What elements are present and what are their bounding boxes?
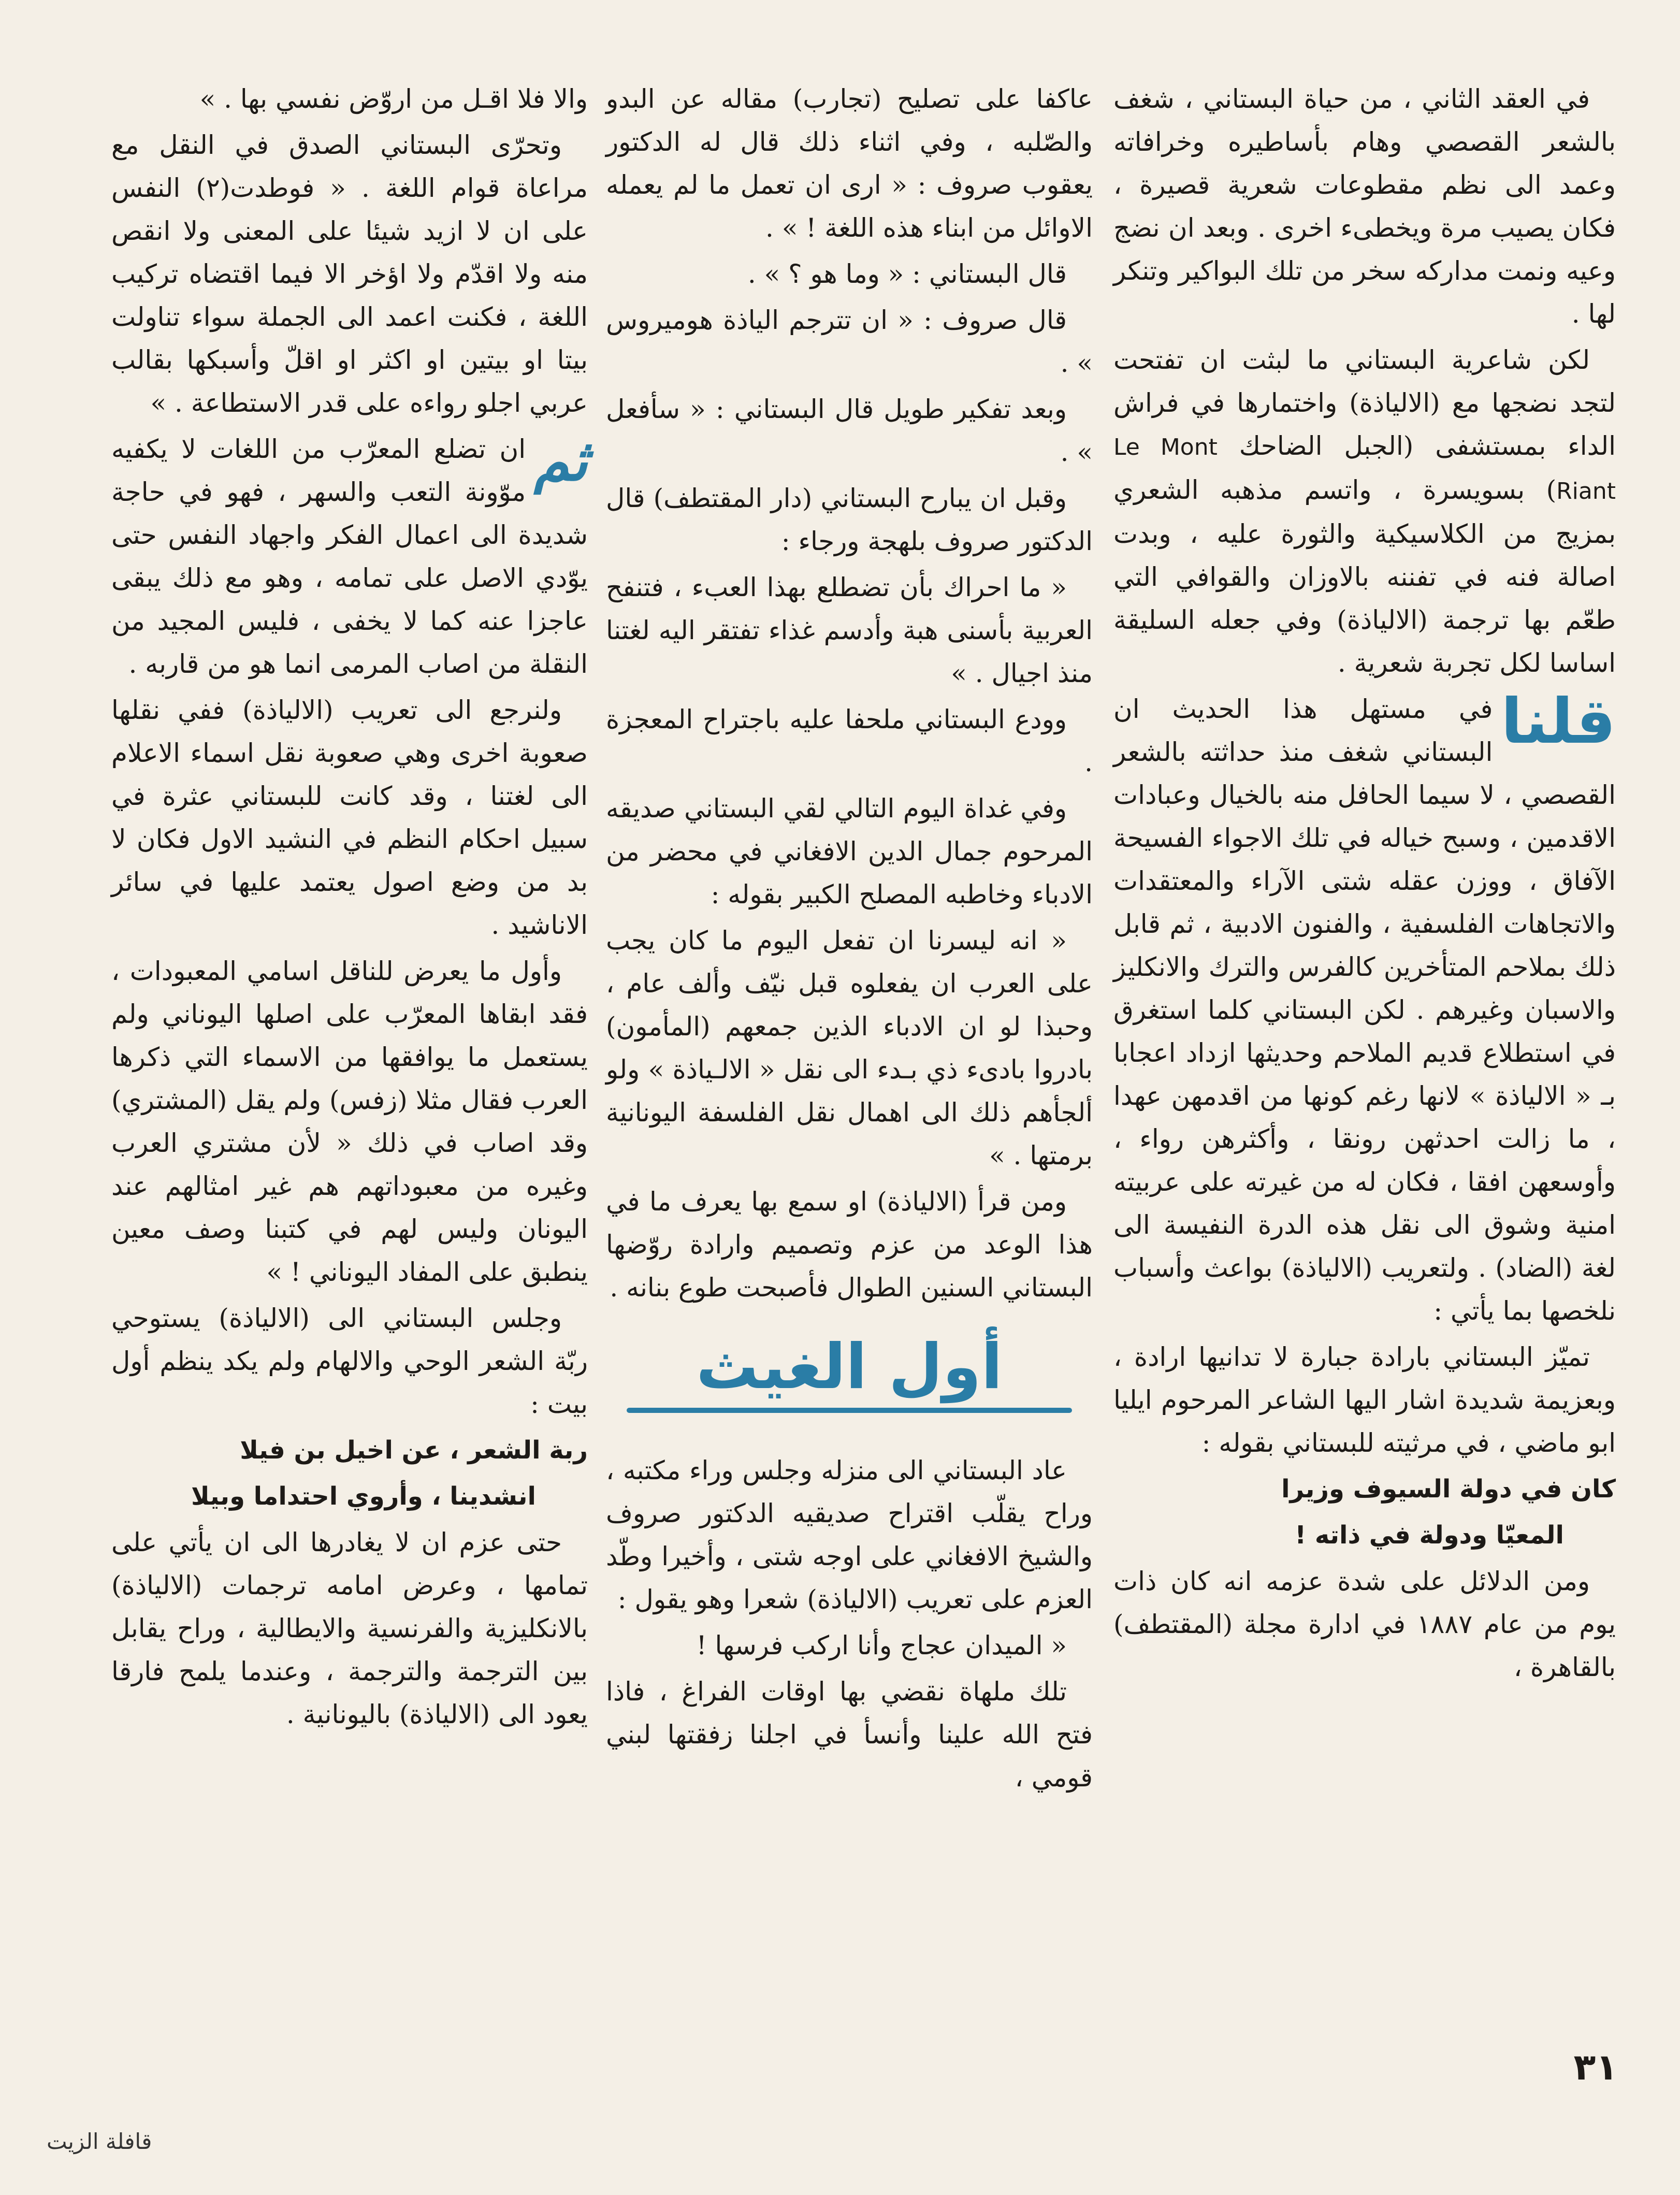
verse-line: المعيّا ودولة في ذاته ! [1295, 1521, 1564, 1550]
paragraph-with-dropcap [111, 428, 588, 686]
latin-place-name: Le Mont Riant [1113, 434, 1616, 504]
verse-line: كان في دولة السيوف وزيرا [1281, 1475, 1616, 1504]
paragraph: وتحرّى البستاني الصدق في النقل مع مراعاة قوام اللغة . « فوطدت(٢) النفس على ان لا ازيد شيئا على المعنى ولا انقص منه ولا اقدّم ولا اؤخر الا فيما اقتضاه تركيب اللغة ، فكنت اعمد الى الجملة سواء تناولت بيتا او بيتين او اكثر او اقلّ وأسبكها بقالب عربي اجلو رواءه على قدر الاستطاعة . » [111, 130, 588, 418]
verse-line: ربة الشعر ، عن اخيل بن فيلا [240, 1436, 588, 1465]
paragraph: حتى عزم ان لا يغادرها الى ان يأتي على تمامها ، وعرض امامه ترجمات (الالياذة) بالانكليزية والفرنسية والايطالية ، وراح يقابل بين الترجمة والترجمة ، وعندما يلمح فارقا يعود الى (الالياذة) باليونانية . [111, 1527, 588, 1729]
paragraph: « ما احراك بأن تضطلع بهذا العبء ، فتنفح العربية بأسنى هبة وأدسم غذاء تفتقر اليه لغتنا منذ اجيال . » [606, 572, 1093, 688]
text-column-left [111, 78, 588, 1739]
page-number: ٣١ [1573, 2046, 1618, 2088]
text-run: في مستهل هذا الحديث ان البستاني شغف منذ حداثته بالشعر القصصي ، لا سيما الحافل منه بالخيال وعبادات الاقدمين ، وسبح خياله في تلك الاجواء الفسيحة الآفاق ، ووزن عقله شتى الآراء والمعتقدات والاتجاهات الفلسفية ، والفنون الادبية ، ثم قابل ذلك بملاحم المتأخرين كالفرس والترك والانكليز والاسبان وغيرهم . لكن البستاني كلما استغرق في استطلاع قديم الملاحم وحديثها ازداد اعجابا بـ « الالياذة » لانها رغم كونها من اقدمهن عهدا ، ما زالت احدثهن رونقا ، وأكثرهن رواء ، وأوسعهن افقا ، فكان له من غيرته على عربيته امنية وشوق الى نقل هذه الدرة النفيسة الى لغة (الضاد) . ولتعريب (الالياذة) بواعث وأسباب نلخصها بما يأتي : [1113, 694, 1616, 1326]
dropcap-word: قلنا [1501, 686, 1616, 758]
paragraph: عاكفا على تصليح (تجارب) مقاله عن البدو والصّلبه ، وفي اثناء ذلك قال له الدكتور يعقوب صروف : « ارى ان تعمل ما لم يعمله الاوائل من ابناء هذه اللغة ! » . [606, 84, 1093, 243]
paragraph: قال البستاني : « وما هو ؟ » . [747, 259, 1067, 289]
paragraph: تلك ملهاة نقضي بها اوقات الفراغ ، فاذا فتح الله علينا وأنسأ في اجلنا زفقتها لبني قومي ، [606, 1677, 1093, 1793]
paragraph: وفي غداة اليوم التالي لقي البستاني صديقه المرحوم جمال الدين الافغاني في محضر من الادباء وخاطبه المصلح الكبير بقوله : [606, 793, 1093, 909]
text-run: ) بسويسرة ، واتسم مذهبه الشعري بمزيج من الكلاسيكية والثورة عليه ، وبدت اصالة فنه في تفننه بالاوزان والقوافي التي طعّم بها ترجمة (الالياذة) وفي جعله السليقة اساسا لكل تجربة شعرية . [1113, 475, 1616, 678]
paragraph: « الميدان عجاج وأنا اركب فرسها ! [696, 1630, 1067, 1660]
paragraph: ومن قرأ (الالياذة) او سمع بها يعرف ما في هذا الوعد من عزم وتصميم وارادة روّضها البستاني السنين الطوال فأصبحت طوع بنانه . [606, 1187, 1093, 1303]
paragraph: تميّز البستاني بارادة جبارة لا تدانيها ارادة ، وبعزيمة شديدة اشار اليها الشاعر المرحوم ايليا ابو ماضي ، في مرثيته للبستاني بقوله : [1113, 1342, 1616, 1458]
paragraph: « انه ليسرنا ان تفعل اليوم ما كان يجب على العرب ان يفعلوه قبل نيّف وألف عام ، وحبذا لو ان الادباء الذين جمعهم (المأمون) بادروا بادىء ذي بـدء الى نقل « الالـياذة » ولو ألجأهم ذلك الى اهمال نقل الفلسفة اليونانية برمتها . » [606, 926, 1093, 1171]
text-column-middle [606, 78, 1093, 1802]
paragraph-with-dropcap [1113, 688, 1616, 1333]
paragraph: قال صروف : « ان تترجم الياذة هوميروس » . [606, 305, 1093, 378]
heading-swash-line [627, 1408, 1072, 1413]
paragraph: ومن الدلائل على شدة عزمه انه كان ذات يوم من عام ١٨٨٧ في ادارة مجلة (المقتطف) بالقاهرة ، [1113, 1566, 1616, 1682]
paragraph: وقبل ان يبارح البستاني (دار المقتطف) قال الدكتور صروف بلهجة ورجاء : [606, 483, 1093, 556]
text-run: ان تضلع المعرّب من اللغات لا يكفيه موّونة التعب والسهر ، فهو في حاجة شديدة الى اعمال الفكر واجهاد النفس حتى يوّدي الاصل على تمامه ، وهو مع ذلك يبقى عاجزا عنه كما لا يخفى ، فليس المجيد من النقلة من اصاب المرمى انما هو من قاربه . [111, 434, 588, 679]
paragraph: وودع البستاني ملحفا عليه باجتراح المعجزة . [606, 704, 1093, 777]
section-heading-text: أول الغيث [696, 1331, 1003, 1403]
verse-line: انشدينا ، وأروي احتداما وبيلا [191, 1482, 536, 1511]
paragraph: وأول ما يعرض للناقل اسامي المعبودات ، فقد ابقاها المعرّب على اصلها اليوناني ولم يستعمل ما يوافقها من الاسماء التي ذكرها العرب فقال مثلا (زفس) ولم يقل (المشتري) وقد اصاب في ذلك « لأن مشتري العرب وغيره من معبوداتهم هم غير امثالهم عند اليونان وليس لهم في كتبنا وصف معين ينطبق على المفاد اليوناني ! » [111, 956, 588, 1287]
paragraph: والا فلا اقـل من اروّض نفسي بها . » [199, 84, 588, 114]
text-column-right [1113, 78, 1616, 1692]
section-heading [606, 1330, 1093, 1434]
magazine-name: قافلة الزيت [47, 2129, 152, 2154]
paragraph: في العقد الثاني ، من حياة البستاني ، شغف بالشعر القصصي وهام بأساطيره وخرافاته وعمد الى نظم مقطوعات شعرية قصيرة ، فكان يصيب مرة ويخطىء اخرى . وبعد ان نضج وعيه ونمت مداركه سخر من تلك البواكير وتنكر لها . [1113, 84, 1616, 329]
paragraph: عاد البستاني الى منزله وجلس وراء مكتبه ، وراح يقلّب اقتراح صديقيه الدكتور صروف والشيخ الافغاني على اوجه شتى ، وأخيرا وطّد العزم على تعريب (الالياذة) شعرا وهو يقول : [606, 1455, 1093, 1614]
text-run: لكن شاعرية البستاني ما لبثت ان تفتحت لتجد نضجها مع (الالياذة) واختمارها في فراش الداء بمستشفى (الجبل الضاحك [1113, 345, 1616, 461]
paragraph: وبعد تفكير طويل قال البستاني : « سأفعل » . [606, 394, 1093, 467]
paragraph: ولنرجع الى تعريب (الالياذة) ففي نقلها صعوبة اخرى وهي صعوبة نقل اسماء الاعلام الى لغتنا ، وقد كانت للبستاني عثرة في سبيل احكام النظم في النشيد الاول فكان لا بد من وضع اصول يعتمد عليها في سائر الاناشيد . [111, 695, 588, 940]
paragraph: وجلس البستاني الى (الالياذة) يستوحي ربّة الشعر الوحي والالهام ولم يكد ينظم أول بيت : [111, 1303, 588, 1419]
dropcap-word: ثم [534, 427, 588, 494]
paragraph [1113, 339, 1616, 685]
